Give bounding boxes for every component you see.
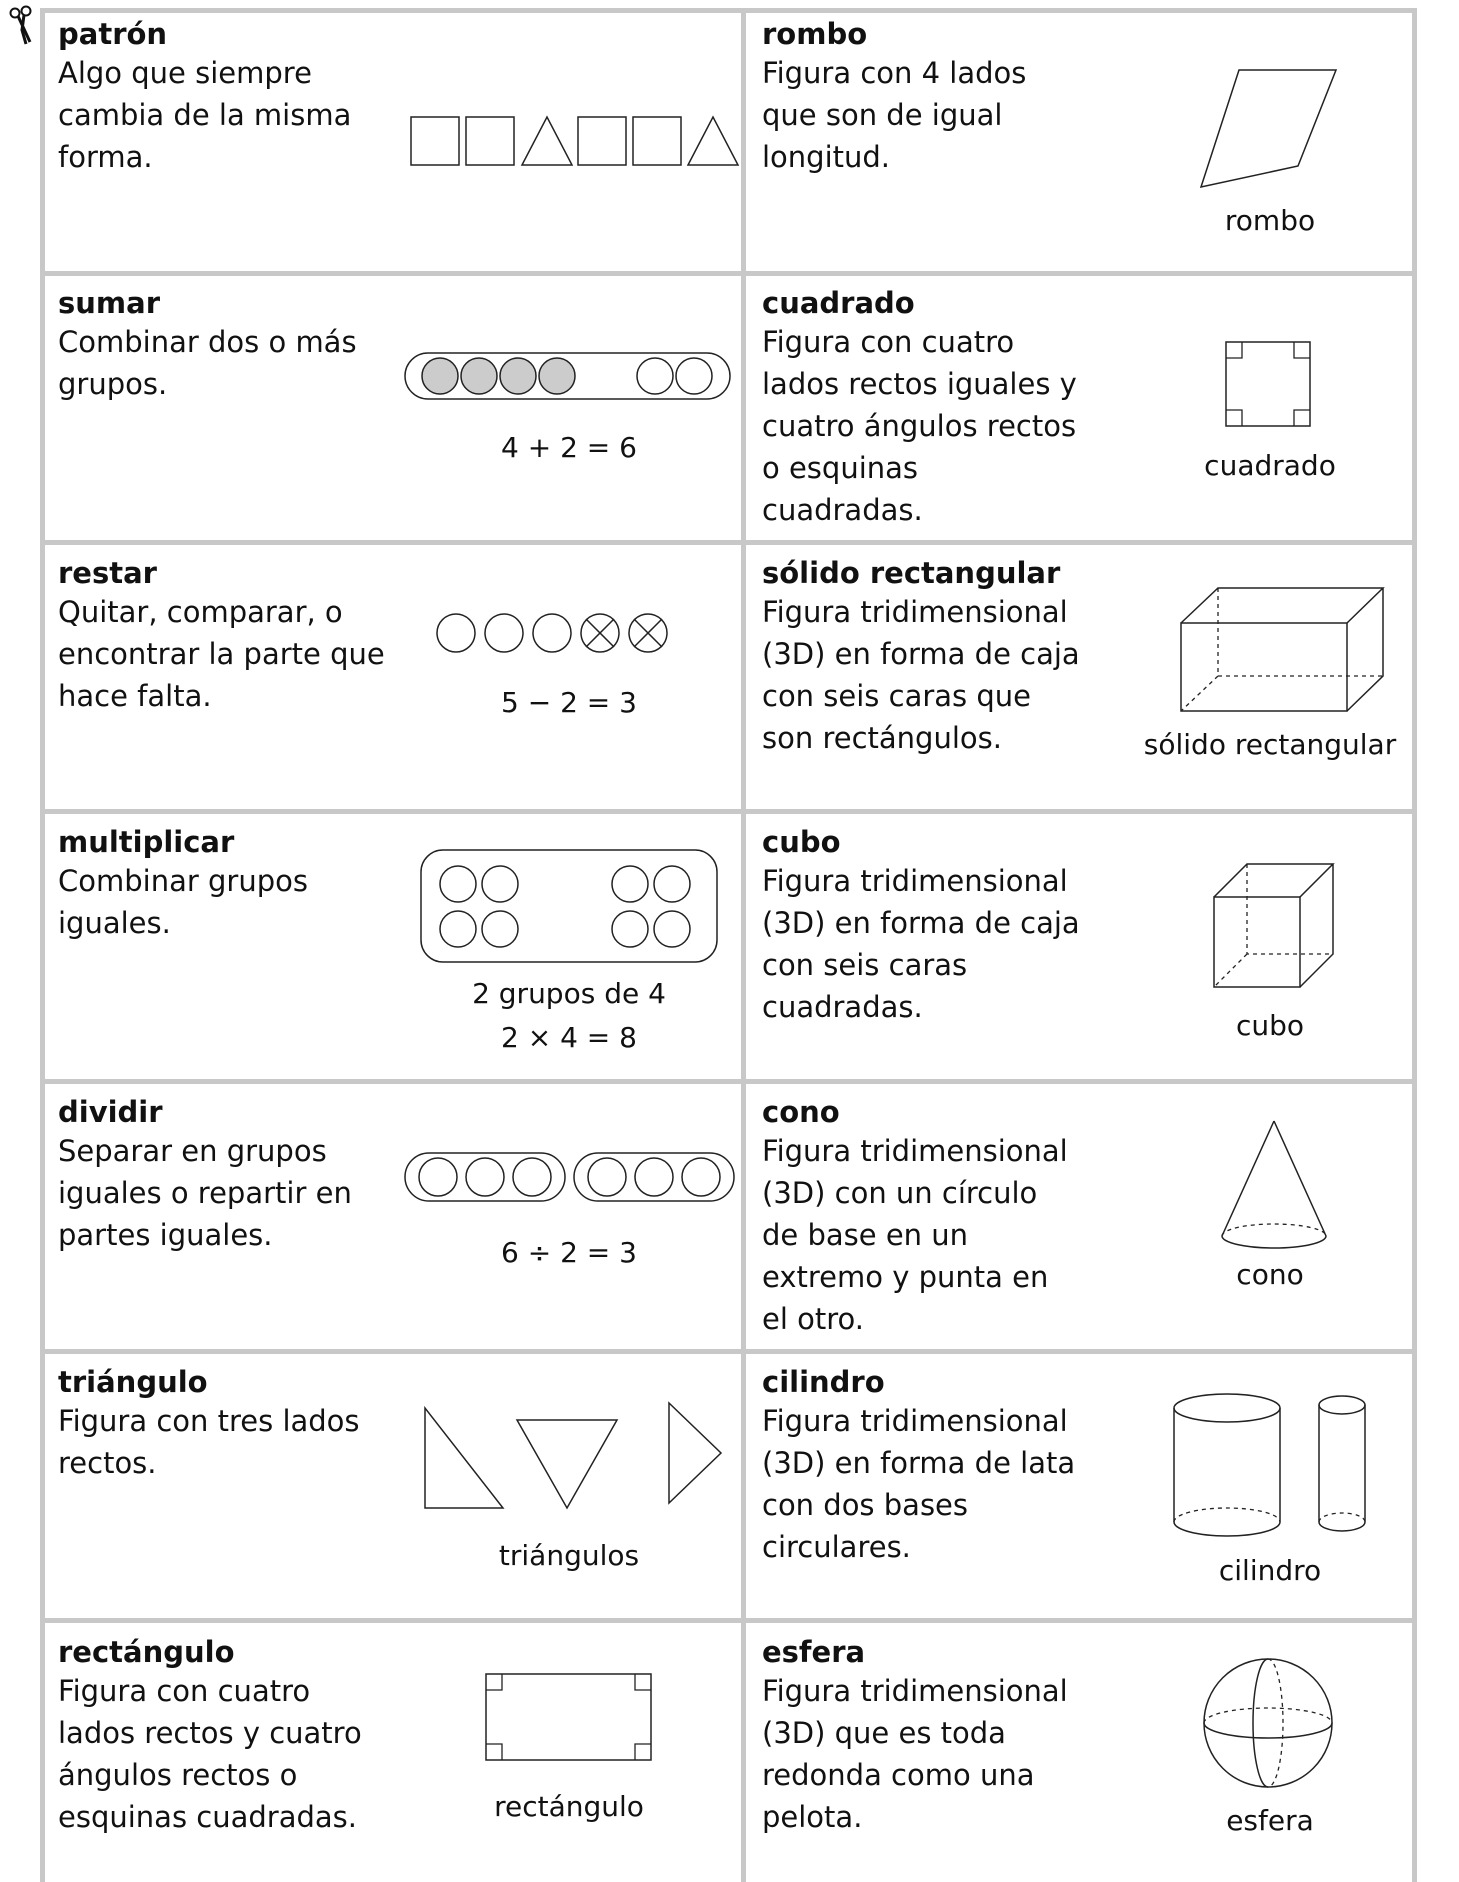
row-divider [40, 271, 1417, 276]
caption-cubo: cubo [1235, 1009, 1305, 1042]
pattern-square [633, 117, 681, 165]
pattern-triangle [522, 117, 572, 165]
multiplication-groups [420, 849, 720, 965]
caption-cuadrado: cuadrado [1204, 449, 1336, 482]
definition-cuadrado: Figura con cuatro lados rectos iguales y cuatro ángulos rectos o esquinas cuadradas. [762, 325, 1077, 527]
counter-empty [676, 358, 712, 394]
term-cono: cono [762, 1095, 840, 1129]
term-restar: restar [58, 556, 157, 590]
square-illustration [1225, 341, 1315, 431]
pattern-square [466, 117, 514, 165]
pattern-illustration [410, 117, 730, 177]
cube-illustration [1213, 863, 1338, 993]
term-rombo: rombo [762, 17, 868, 51]
row-divider [40, 1618, 1417, 1623]
definition-multiplicar: Combinar grupos iguales. [58, 864, 308, 940]
rhombus-illustration [1200, 66, 1340, 191]
term-cilindro: cilindro [762, 1365, 885, 1399]
counter-empty [637, 358, 673, 394]
definition-rombo: Figura con 4 lados que son de igual longitud. [762, 56, 1027, 174]
caption-esfera: esfera [1226, 1804, 1314, 1837]
equation-sumar: 4 + 2 = 6 [501, 431, 637, 464]
definition-esfera: Figura tridimensional (3D) que es toda redonda como una pelota. [762, 1674, 1068, 1834]
cylinders-illustration [1172, 1392, 1372, 1542]
term-triangulo: triángulo [58, 1365, 208, 1399]
caption-multiplicar: 2 grupos de 4 [472, 977, 666, 1010]
definition-triangulo: Figura con tres lados rectos. [58, 1404, 360, 1480]
term-rectangulo: rectángulo [58, 1635, 235, 1669]
sideways-triangle [669, 1403, 721, 1503]
addition-counters [404, 352, 734, 402]
term-cuadrado: cuadrado [762, 286, 915, 320]
equation-dividir: 6 ÷ 2 = 3 [501, 1236, 637, 1269]
term-cubo: cubo [762, 825, 841, 859]
counter-filled [461, 358, 497, 394]
caption-cilindro: cilindro [1218, 1554, 1322, 1587]
term-patron: patrón [58, 17, 168, 51]
row-divider [40, 1349, 1417, 1354]
inverted-triangle [517, 1420, 617, 1508]
definition-solido-rectangular: Figura tridimensional (3D) en forma de caja con seis caras que son rectángulos. [762, 595, 1080, 755]
cone-illustration [1220, 1118, 1330, 1253]
definition-dividir: Separar en grupos iguales o repartir en partes iguales. [58, 1134, 352, 1252]
term-esfera: esfera [762, 1635, 866, 1669]
row-divider [40, 540, 1417, 545]
caption-rectangulo: rectángulo [494, 1790, 644, 1823]
term-dividir: dividir [58, 1095, 163, 1129]
term-sumar: sumar [58, 286, 160, 320]
definition-patron: Algo que siempre cambia de la misma forma. [58, 56, 352, 174]
right-triangle [425, 1408, 503, 1508]
definition-cilindro: Figura tridimensional (3D) en forma de lata con dos bases circulares. [762, 1404, 1076, 1564]
sphere-illustration [1202, 1657, 1334, 1789]
definition-restar: Quitar, comparar, o encontrar la parte que hace falta. [58, 595, 385, 713]
equation-multiplicar: 2 × 4 = 8 [501, 1021, 637, 1054]
rectangular-solid-illustration [1180, 585, 1390, 715]
rectangle-illustration [485, 1673, 655, 1763]
row-divider [40, 1079, 1417, 1084]
pattern-square [578, 117, 626, 165]
counter-filled [539, 358, 575, 394]
column-divider [741, 8, 746, 1882]
caption-rombo: rombo [1224, 204, 1316, 237]
definition-cono: Figura tridimensional (3D) con un círculo de base en un extremo y punta en el otro. [762, 1134, 1068, 1336]
row-divider [40, 809, 1417, 814]
caption-cono: cono [1236, 1258, 1304, 1291]
scissors-icon [6, 6, 40, 46]
equation-restar: 5 − 2 = 3 [501, 686, 637, 719]
definition-sumar: Combinar dos o más grupos. [58, 325, 357, 401]
term-solido-rectangular: sólido rectangular [762, 556, 1061, 590]
caption-triangulo: triángulos [498, 1539, 640, 1572]
glossary-sheet [40, 8, 1417, 1882]
subtraction-counters [435, 609, 705, 659]
division-groups [404, 1152, 734, 1206]
counter-filled [422, 358, 458, 394]
pattern-square [411, 117, 459, 165]
caption-solido-rectangular: sólido rectangular [1143, 728, 1397, 761]
counter-filled [500, 358, 536, 394]
definition-cubo: Figura tridimensional (3D) en forma de caja con seis caras cuadradas. [762, 864, 1080, 1024]
definition-rectangulo: Figura con cuatro lados rectos y cuatro ángulos rectos o esquinas cuadradas. [58, 1674, 362, 1834]
triangles-illustration [420, 1400, 730, 1520]
term-multiplicar: multiplicar [58, 825, 235, 859]
